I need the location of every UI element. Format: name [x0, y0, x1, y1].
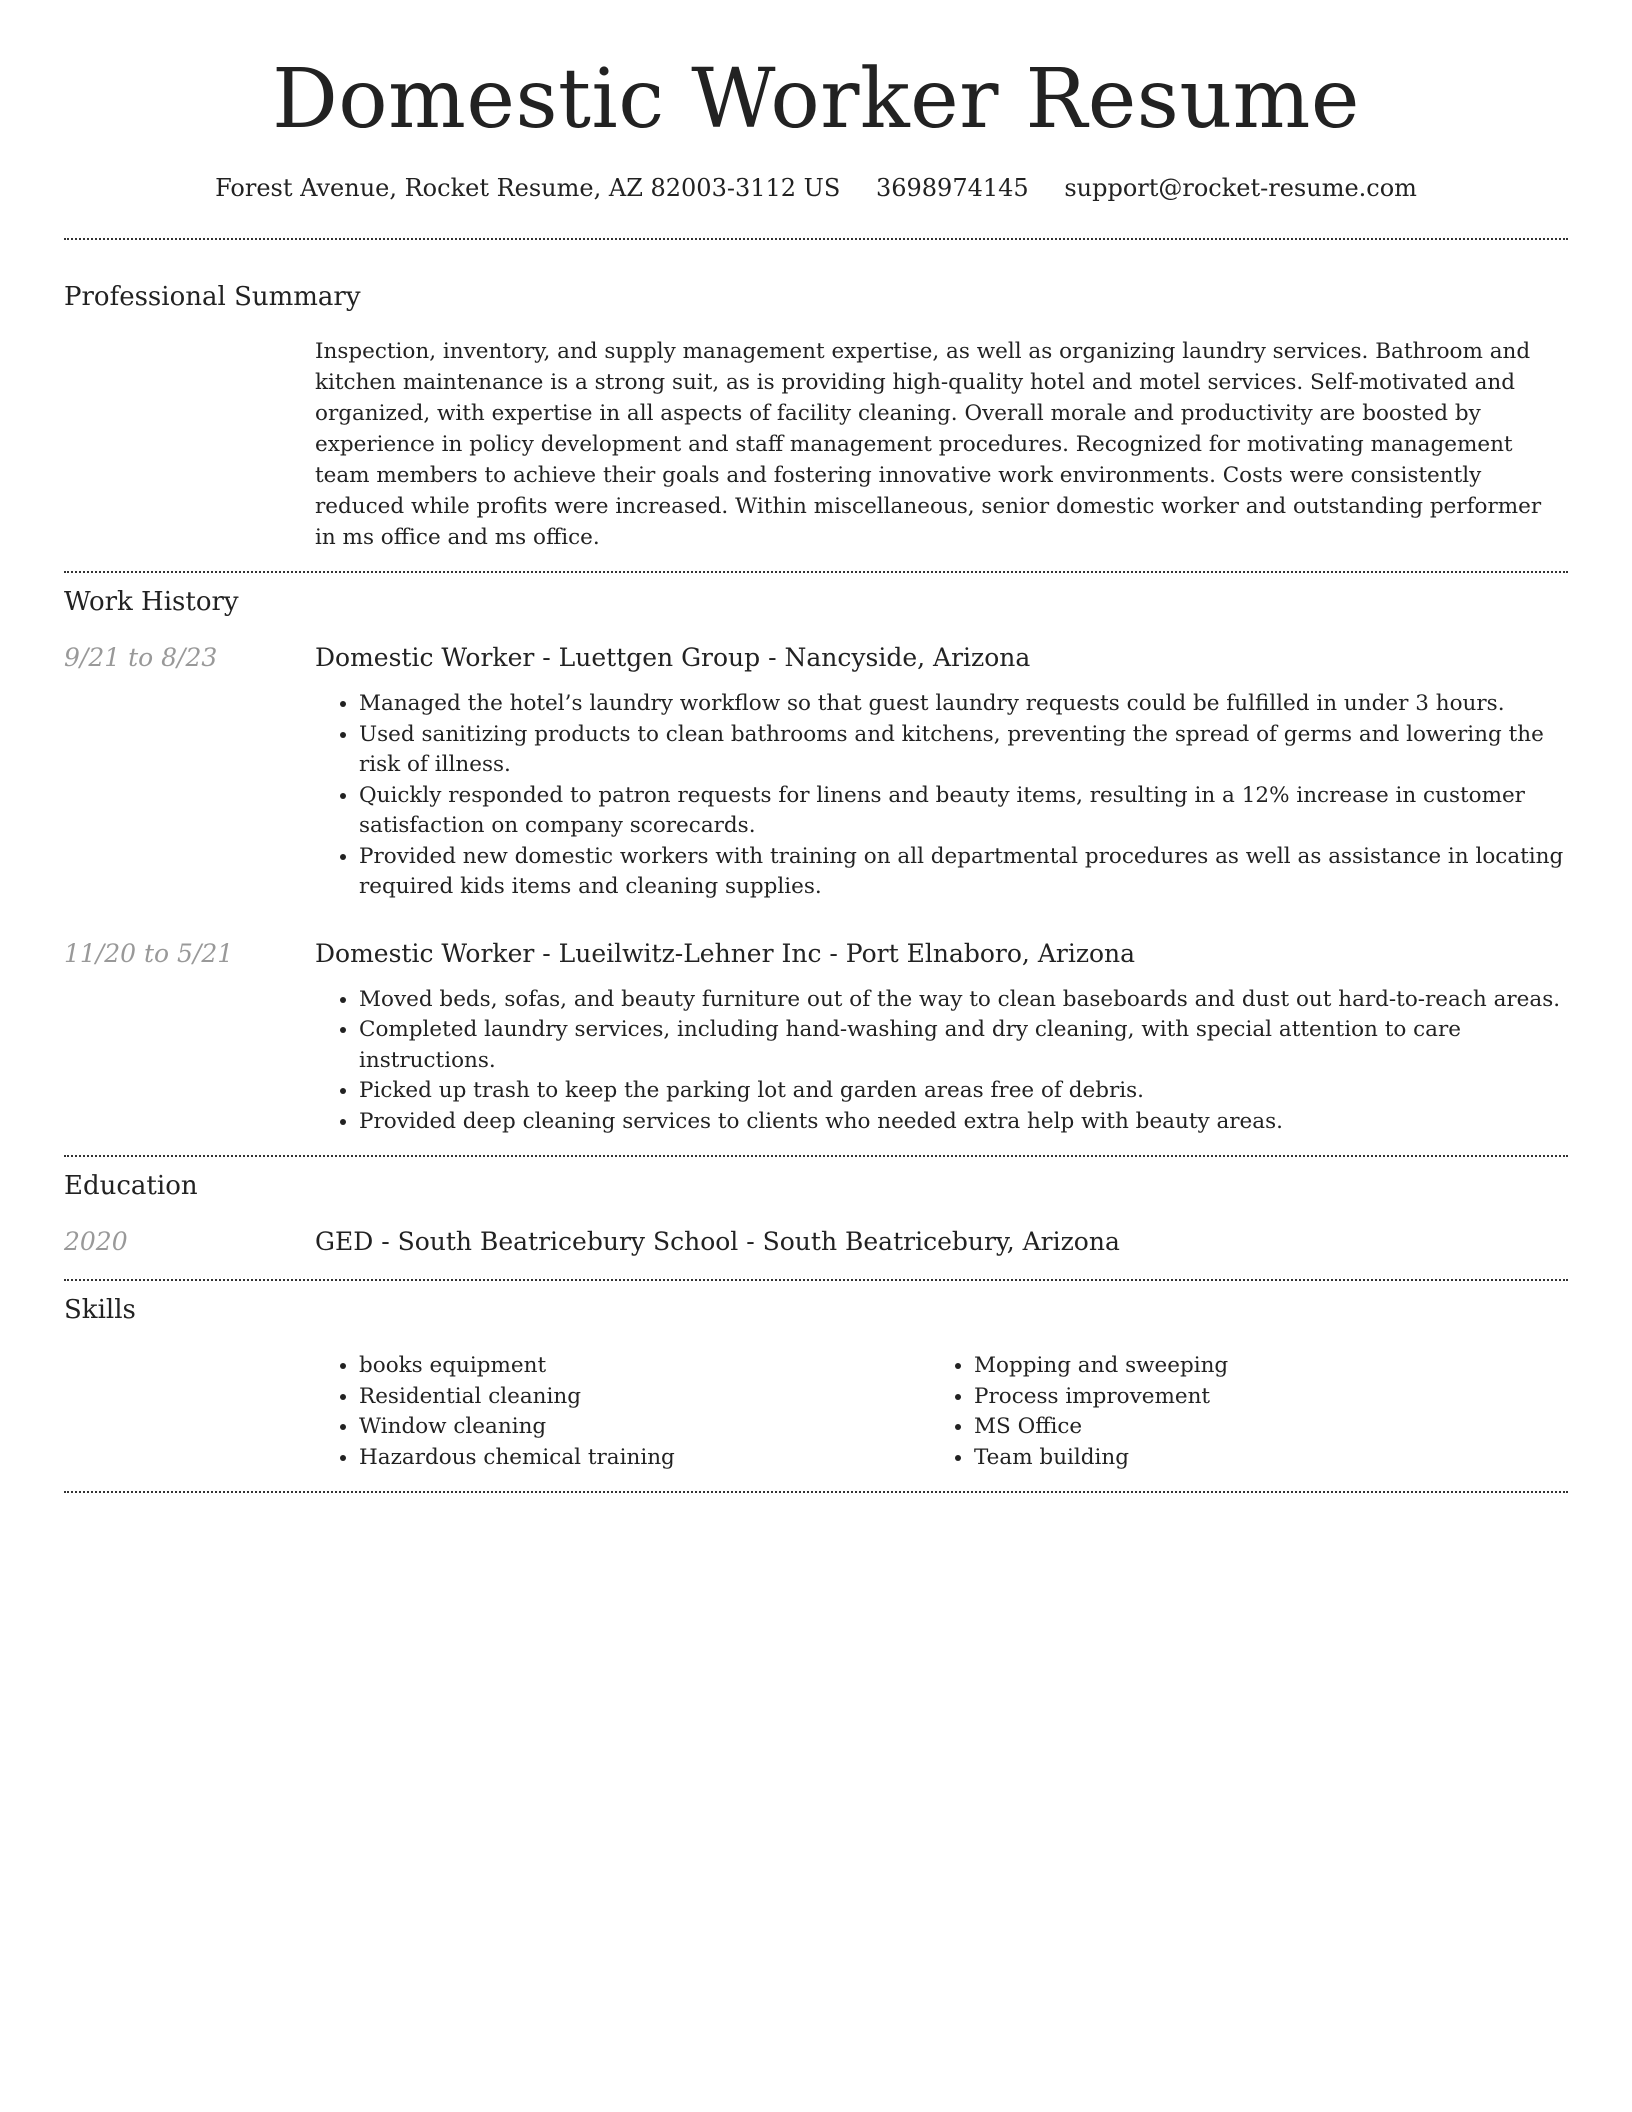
job-bullet: • Provided deep cleaning services to clients who needed extra help with beauty areas. — [359, 1107, 1568, 1138]
job-entry — [64, 641, 1568, 903]
education-degree: GED - South Beatricebury School - South Beatricebury, Arizona — [315, 1227, 1120, 1256]
job-bullet: • Completed laundry services, including hand-washing and dry cleaning, with special attention to care instructions. — [359, 1015, 1568, 1076]
contact-phone: 3698974145 — [875, 174, 1029, 202]
job-title: Domestic Worker - Luettgen Group - Nancyside, Arizona — [315, 643, 1031, 672]
summary-text: Inspection, inventory, and supply management expertise, as well as organizing laundry services. Bathroom and kitchen maintenance is a strong suit, as is providing high-quality hotel and motel services. Self-motivated and organized, with expertise in all aspects of facility cleaning. Overall morale and productivity are boosted by experience in policy development and staff management procedures. Recognized for motivating management team members to achieve their goals and fostering innovative work environments. Costs were consistently reduced while profits were increased. Within miscellaneous, senior domestic worker and outstanding performer in ms office and ms office. — [315, 339, 1542, 550]
job-body — [315, 937, 1568, 1138]
contact-email: support@rocket-resume.com — [1064, 174, 1417, 202]
education-body — [315, 1225, 1568, 1259]
skill-item: • Mopping and sweeping — [974, 1351, 1545, 1382]
skill-item: • Process improvement — [974, 1382, 1545, 1413]
divider — [64, 1279, 1568, 1281]
skill-item: • Window cleaning — [359, 1412, 930, 1443]
skills-heading: Skills — [64, 1295, 136, 1325]
job-bullet: • Moved beds, sofas, and beauty furniture out of the way to clean baseboards and dust out hard-to-reach areas. — [359, 985, 1568, 1016]
skill-item: • Hazardous chemical training — [359, 1443, 930, 1474]
job-bullet: • Picked up trash to keep the parking lot and garden areas free of debris. — [359, 1076, 1568, 1107]
skill-item: • MS Office — [974, 1412, 1545, 1443]
education-year: 2020 — [64, 1227, 128, 1256]
skills-list — [315, 1351, 1568, 1473]
job-bullet: • Used sanitizing products to clean bathrooms and kitchens, preventing the spread of germs and lowering the risk of illness. — [359, 720, 1568, 781]
job-title: Domestic Worker - Lueilwitz-Lehner Inc - Port Elnaboro, Arizona — [315, 938, 1136, 968]
divider — [64, 1155, 1568, 1157]
resume-title: Domestic Worker Resume — [272, 52, 1360, 147]
divider — [64, 1491, 1568, 1493]
job-body — [315, 641, 1568, 903]
job-bullet: • Provided new domestic workers with training on all departmental procedures as well as assistance in locating required kids items and cleaning supplies. — [359, 842, 1568, 903]
job-bullet: • Quickly responded to patron requests for linens and beauty items, resulting in a 12% increase in customer satisfaction on company scorecards. — [359, 781, 1568, 842]
job-dates: 11/20 to 5/21 — [64, 938, 234, 968]
skills-column-left — [315, 1351, 930, 1473]
job-bullets — [315, 689, 1568, 903]
skill-item: • Residential cleaning — [359, 1382, 930, 1413]
skills-column-right — [930, 1351, 1545, 1473]
job-entry — [64, 937, 1568, 1138]
job-dates: 9/21 to 8/23 — [64, 643, 218, 672]
summary-heading: Professional Summary — [64, 282, 361, 312]
work-history-heading: Work History — [64, 587, 239, 617]
contact-line — [64, 172, 1568, 204]
job-bullets — [315, 985, 1568, 1138]
job-bullet: • Managed the hotel’s laundry workflow so that guest laundry requests could be fulfilled in under 3 hours. — [359, 689, 1568, 720]
education-entry — [64, 1225, 1568, 1259]
skill-item: • books equipment — [359, 1351, 930, 1382]
divider — [64, 238, 1568, 240]
skill-item: • Team building — [974, 1443, 1545, 1474]
education-heading: Education — [64, 1171, 198, 1201]
divider — [64, 571, 1568, 573]
contact-address: Forest Avenue, Rocket Resume, AZ 82003-3112 US — [215, 174, 841, 202]
